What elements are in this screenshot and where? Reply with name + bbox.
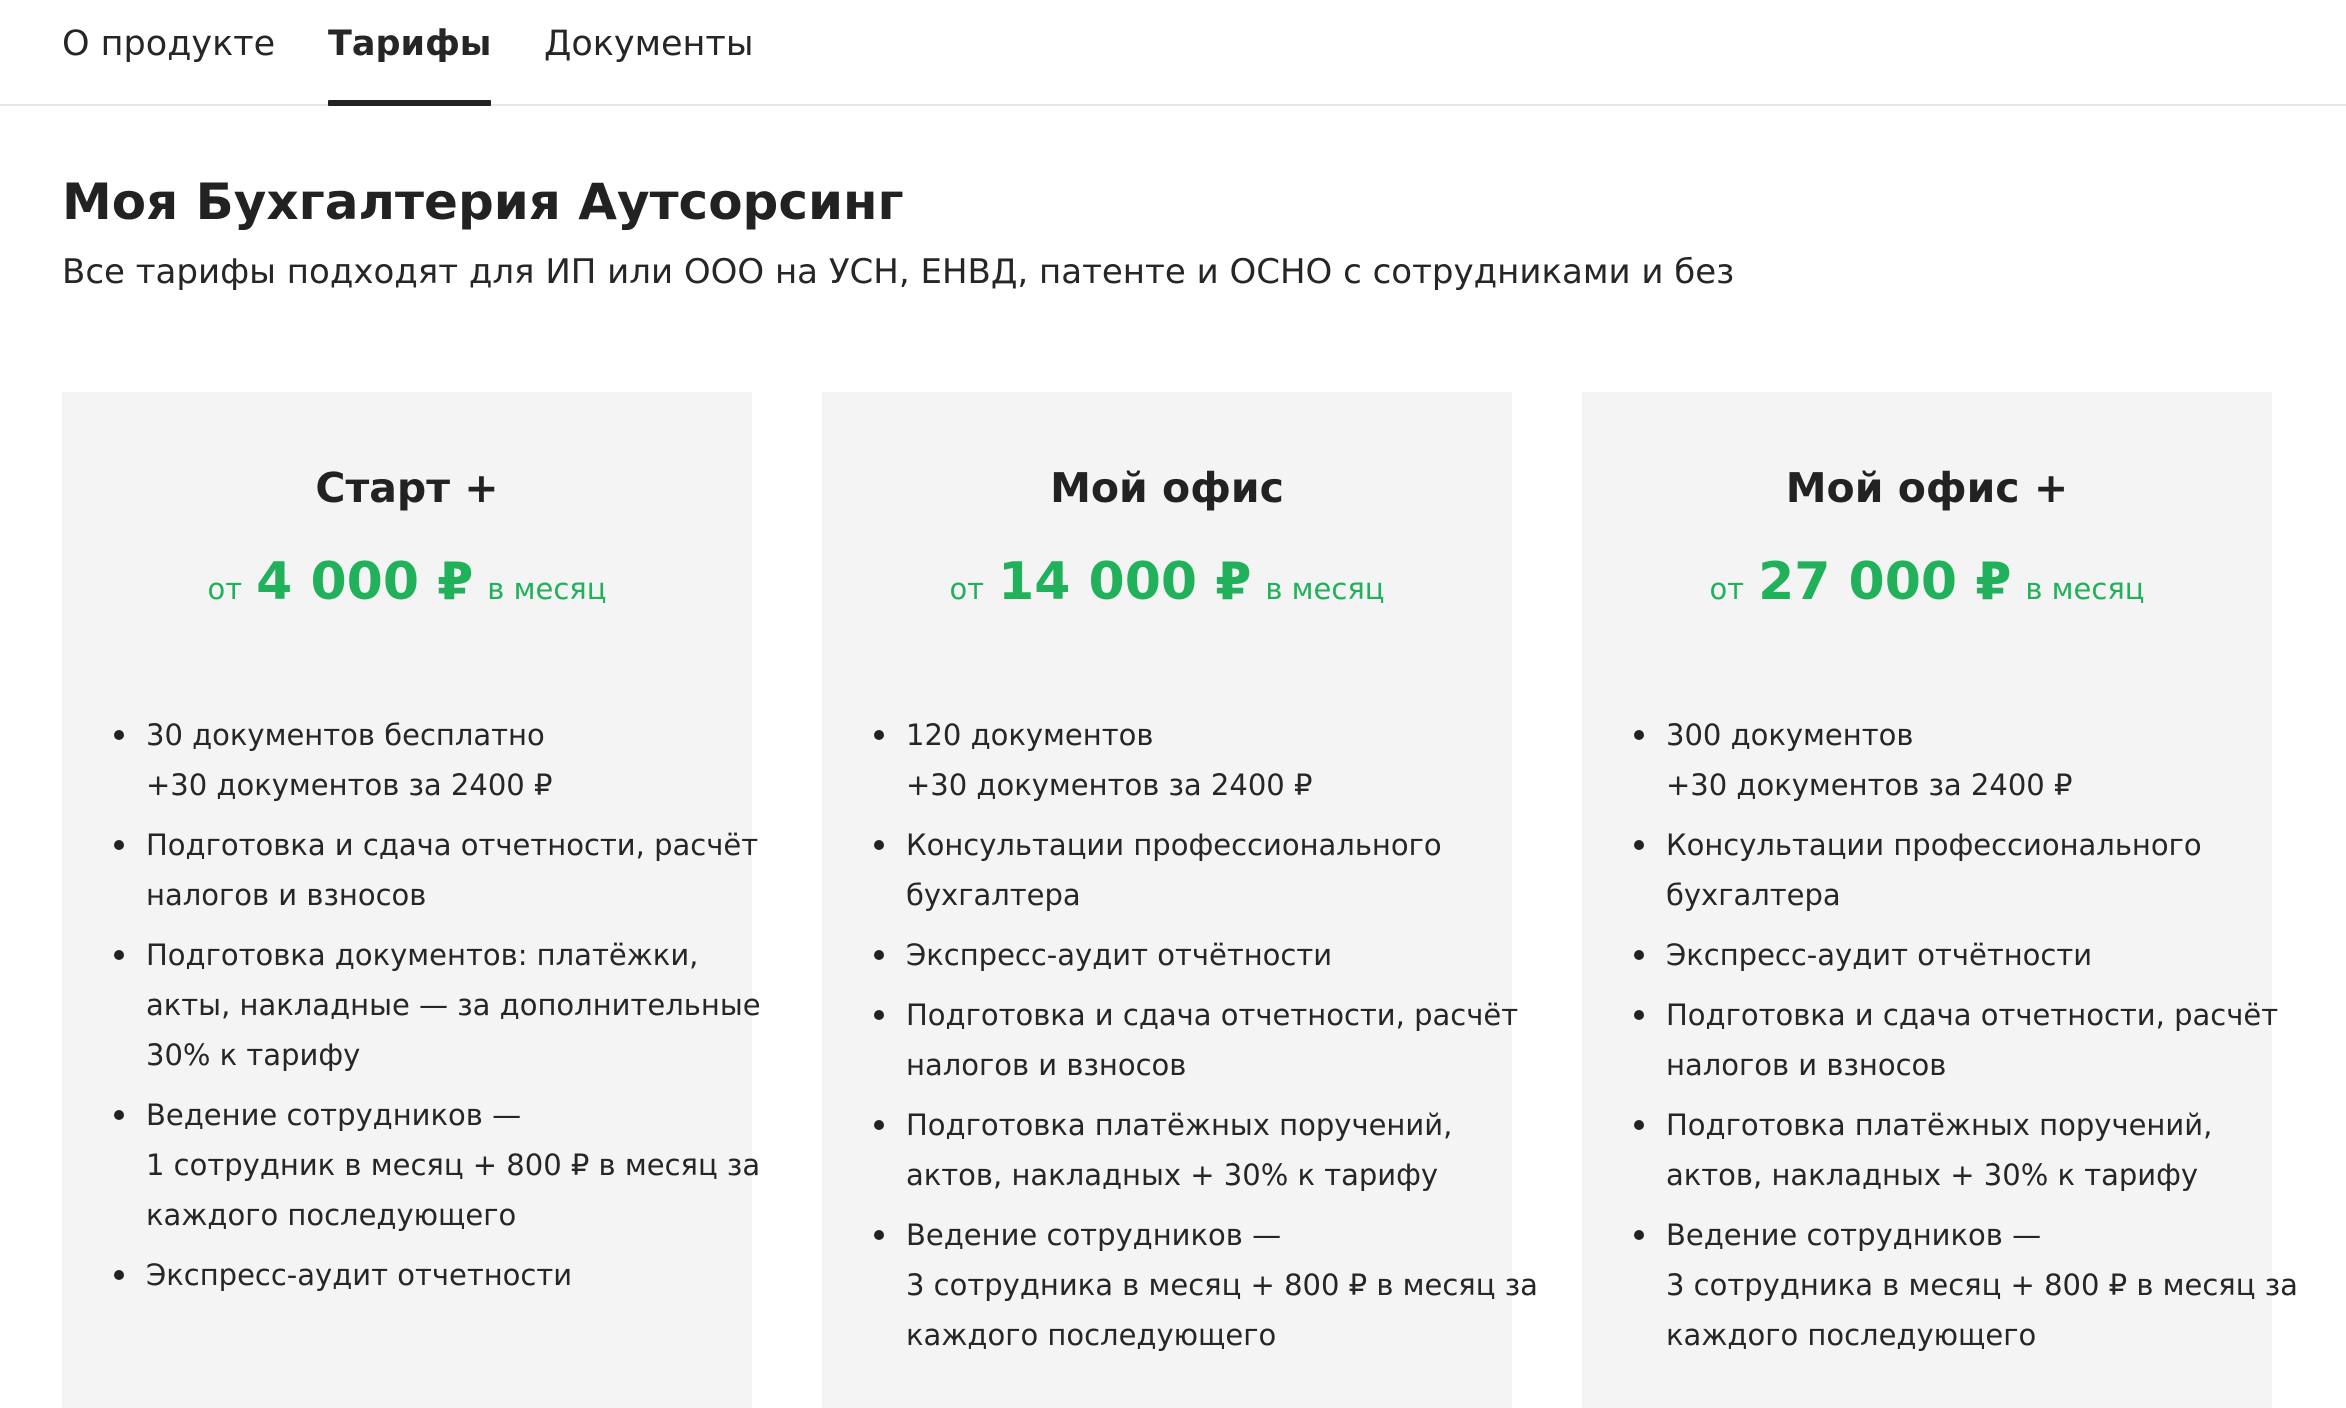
feature-text: налогов и взносов [146, 878, 427, 912]
bullet-icon [114, 730, 124, 740]
bullet-icon [1634, 840, 1644, 850]
feature-list [1634, 710, 2298, 1370]
feature-text: каждого последующего [906, 1318, 1277, 1352]
bullet-icon [114, 950, 124, 960]
plan-price [822, 542, 1512, 634]
feature-text: Подготовка платёжных поручений, [906, 1108, 1453, 1142]
feature-text: 3 сотрудника в месяц + 800 ₽ в месяц за [1666, 1268, 2298, 1302]
feature-text: Ведение сотрудников — [1666, 1218, 2042, 1252]
price-suffix: в месяц [2025, 572, 2145, 606]
feature-item [1634, 990, 2279, 1090]
tab-label: Тарифы [328, 24, 492, 64]
feature-text: налогов и взносов [1666, 1048, 1947, 1082]
tab-about[interactable] [62, 18, 275, 104]
feature-text: 3 сотрудника в месяц + 800 ₽ в месяц за [906, 1268, 1538, 1302]
price-prefix: от [207, 572, 243, 606]
price-prefix: от [1709, 572, 1745, 606]
bullet-icon [874, 1010, 884, 1020]
feature-text: Ведение сотрудников — [906, 1218, 1282, 1252]
bullet-icon [114, 1270, 124, 1280]
feature-item [114, 820, 759, 920]
feature-item [874, 1100, 1472, 1200]
price-suffix: в месяц [1265, 572, 1385, 606]
feature-item [114, 1090, 761, 1240]
feature-item [874, 990, 1519, 1090]
plan-card-my-office-plus [1582, 392, 2298, 1408]
feature-text: Подготовка и сдача отчетности, расчёт [1666, 998, 2279, 1032]
active-tab-indicator [328, 100, 491, 106]
bullet-icon [874, 1230, 884, 1240]
plan-price [1582, 542, 2272, 634]
feature-text: 30 документов бесплатно [146, 718, 545, 752]
plan-card-my-office [822, 392, 1538, 1408]
feature-item [874, 1210, 1538, 1360]
page-subtitle: Все тарифы подходят для ИП или ООО на УСН, ЕНВД, патенте и ОСНО с сотрудниками и без [62, 252, 1735, 292]
feature-item [1634, 930, 2232, 980]
feature-item [1634, 820, 2232, 920]
tab-documents[interactable] [544, 18, 753, 104]
feature-item [1634, 710, 2232, 810]
bullet-icon [1634, 1120, 1644, 1130]
bullet-icon [1634, 1010, 1644, 1020]
feature-text: Ведение сотрудников — [146, 1098, 522, 1132]
feature-text: Консультации профессионального [906, 828, 1442, 862]
feature-item [874, 820, 1472, 920]
feature-text: 120 документов [906, 718, 1154, 752]
feature-text: Подготовка документов: платёжки, [146, 938, 699, 972]
bullet-icon [874, 950, 884, 960]
price-amount: 14 000 ₽ [998, 552, 1252, 612]
tab-label: Документы [544, 24, 754, 64]
feature-text: Подготовка и сдача отчетности, расчёт [906, 998, 1519, 1032]
feature-item [114, 710, 712, 810]
price-amount: 4 000 ₽ [256, 552, 474, 612]
feature-text: 30% к тарифу [146, 1038, 361, 1072]
feature-text: бухгалтера [1666, 878, 1841, 912]
price-suffix: в месяц [487, 572, 607, 606]
feature-text: каждого последующего [1666, 1318, 2037, 1352]
tab-bar [0, 0, 2346, 106]
feature-text: актов, накладных + 30% к тарифу [1666, 1158, 2199, 1192]
feature-text: бухгалтера [906, 878, 1081, 912]
plan-title: Мой офис + [1785, 464, 2069, 512]
plan-card-start-plus [62, 392, 761, 1408]
bullet-icon [114, 1110, 124, 1120]
feature-item [874, 930, 1472, 980]
feature-text: Экспресс-аудит отчетности [146, 1258, 573, 1292]
feature-text: акты, накладные — за дополнительные [146, 988, 761, 1022]
plan-price [62, 542, 752, 634]
feature-text: актов, накладных + 30% к тарифу [906, 1158, 1439, 1192]
feature-list [874, 710, 1538, 1370]
feature-text: Консультации профессионального [1666, 828, 2202, 862]
feature-text: Подготовка платёжных поручений, [1666, 1108, 2213, 1142]
price-prefix: от [949, 572, 985, 606]
bullet-icon [874, 1120, 884, 1130]
feature-text: Подготовка и сдача отчетности, расчёт [146, 828, 759, 862]
tab-label: О продукте [62, 24, 276, 64]
tab-pricing[interactable] [328, 18, 491, 104]
feature-text: Экспресс-аудит отчётности [1666, 938, 2093, 972]
plan-title: Мой офис [1050, 464, 1284, 512]
page-title: Моя Бухгалтерия Аутсорсинг [62, 173, 904, 231]
bullet-icon [1634, 1230, 1644, 1240]
feature-item [1634, 1100, 2232, 1200]
bullet-icon [874, 840, 884, 850]
feature-item [1634, 1210, 2298, 1360]
feature-text: +30 документов за 2400 ₽ [146, 768, 553, 802]
bullet-icon [874, 730, 884, 740]
feature-text: Экспресс-аудит отчётности [906, 938, 1333, 972]
feature-item [874, 710, 1472, 810]
feature-text: каждого последующего [146, 1198, 517, 1232]
bullet-icon [1634, 730, 1644, 740]
price-amount: 27 000 ₽ [1758, 552, 2012, 612]
feature-text: +30 документов за 2400 ₽ [906, 768, 1313, 802]
feature-list [114, 710, 761, 1310]
plan-title: Старт + [315, 464, 499, 512]
feature-text: 1 сотрудник в месяц + 800 ₽ в месяц за [146, 1148, 761, 1182]
feature-text: +30 документов за 2400 ₽ [1666, 768, 2073, 802]
bullet-icon [114, 840, 124, 850]
feature-text: налогов и взносов [906, 1048, 1187, 1082]
feature-item [114, 930, 761, 1080]
feature-item [114, 1250, 712, 1300]
bullet-icon [1634, 950, 1644, 960]
feature-text: 300 документов [1666, 718, 1914, 752]
